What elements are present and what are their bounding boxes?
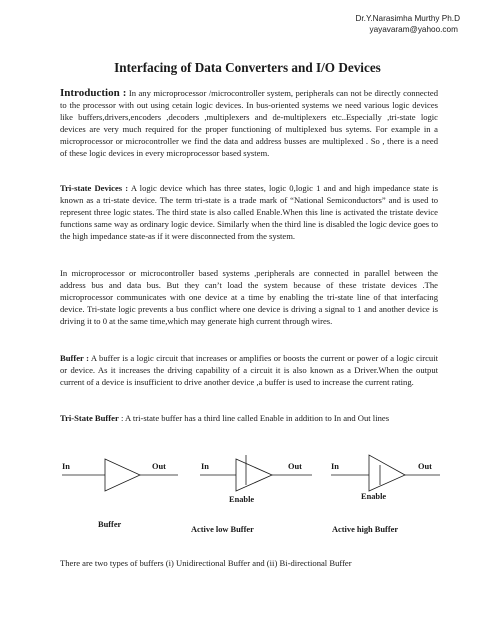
active-low-caption: Active low Buffer bbox=[191, 525, 254, 534]
author-name: Dr.Y.Narasimha Murthy Ph.D bbox=[355, 14, 460, 23]
active-low-out-label: Out bbox=[288, 462, 302, 471]
author-block bbox=[355, 13, 460, 35]
page-title: Interfacing of Data Converters and I/O Devices bbox=[114, 60, 381, 75]
buffer-out-label: Out bbox=[152, 462, 166, 471]
author-email: yayavaram@yahoo.com bbox=[369, 25, 458, 34]
active-high-caption: Active high Buffer bbox=[332, 525, 399, 534]
introduction-text: In any microprocessor /microcontroller system, peripherals can not be directly connected to the processor with out using cetain logic devices. In bus-oriented systems we need various logic devices like buffers,drivers,encoders ,decoders ,multiplexers and de-multiplexers etc..Especially ,tri-state logic devices are very much required for the proper functioning of multiplexed bus sytems. For example in a microprocessor or microcontroller we find the data and address busses are multiplexed . So , there is a need of these logic devices in every microprocessor based system. bbox=[60, 88, 438, 159]
active-low-in-label: In bbox=[201, 462, 209, 471]
tristate-devices-text: A logic device which has three states, logic 0,logic 1 and and high impedance state is known as a tri-state device. The term tri-state is a trade mark of “National Semiconductors” and is used to represent three logic states. The third state is also called Enable.When this line is activated the tristate device functions same way as ordinary logic device. Similarly when the third line is disabled the logic device goes to the high impedance state-as if it were disconnected from the system. bbox=[60, 183, 438, 242]
buffer-paragraph bbox=[60, 352, 438, 388]
buffer-symbol bbox=[62, 459, 178, 491]
tristate-devices-paragraph bbox=[60, 182, 438, 242]
introduction-heading: Introduction : bbox=[60, 87, 127, 99]
tristate-buffer-paragraph bbox=[60, 412, 438, 424]
buffer-triangle bbox=[105, 459, 140, 491]
tristate-devices-heading: Tri-state Devices : bbox=[60, 183, 129, 193]
active-high-out-label: Out bbox=[418, 462, 432, 471]
buffer-text: A buffer is a logic circuit that increases or amplifies or boosts the current or power of a logic circuit or device. As it increases the driving capability of a circuit it is also known as a Driver.When the output current of a device is insufficient to drive another device ,a buffer is used to increase the current rating. bbox=[60, 353, 439, 388]
microprocessor-paragraph: In microprocessor or microcontroller based systems ,peripherals are connected in parallel between the address bus and data bus. But they can’t load the system because of these tristate devices .The microprocessor communicates with one device at a time by enabling the tri-state line of that interfacing device. Tri-state logic prevents a bus conflict where one device is driving a signal to 1 and another device is driving it to 0 at the same time,which may generate high current through wires. bbox=[60, 268, 438, 327]
tristate-buffer-text: : A tri-state buffer has a third line called Enable in addition to In and Out lines bbox=[118, 413, 390, 423]
buffer-heading: Buffer : bbox=[60, 353, 89, 363]
introduction-paragraph bbox=[60, 87, 438, 160]
active-high-triangle bbox=[369, 455, 405, 491]
active-low-buffer-symbol bbox=[200, 455, 312, 491]
active-low-triangle bbox=[236, 459, 272, 491]
buffer-caption: Buffer bbox=[98, 520, 122, 529]
buffer-in-label: In bbox=[62, 462, 70, 471]
tristate-buffer-heading: Tri-State Buffer bbox=[60, 413, 119, 423]
active-high-in-label: In bbox=[331, 462, 339, 471]
active-high-enable-label: Enable bbox=[361, 492, 387, 501]
active-low-enable-label: Enable bbox=[229, 495, 255, 504]
active-high-buffer-symbol bbox=[331, 455, 440, 491]
buffer-types-paragraph: There are two types of buffers (i) Unidirectional Buffer and (ii) Bi-directional Buffer bbox=[60, 558, 352, 568]
